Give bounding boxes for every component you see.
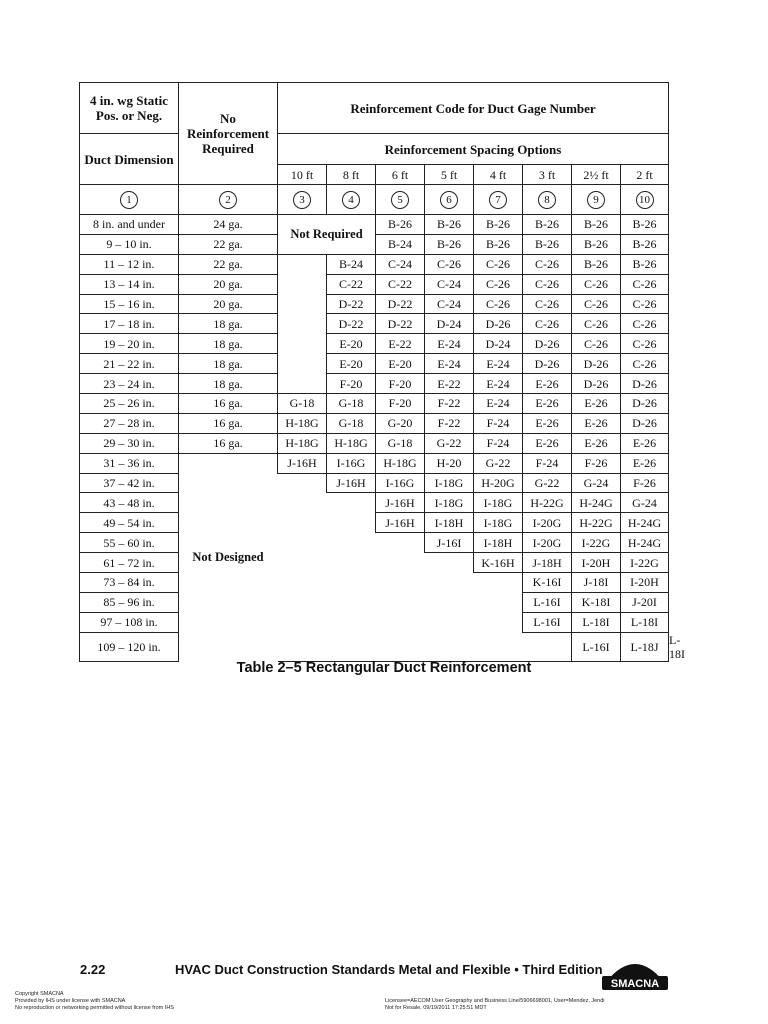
duct-dimension-cell: 27 – 28 in. [80, 413, 179, 433]
column-number [621, 185, 669, 215]
code-cell: B-26 [474, 234, 523, 254]
code-cell: C-26 [474, 294, 523, 314]
gauge-cell: 18 ga. [179, 354, 278, 374]
copyright-line: Copyright SMACNA [15, 991, 64, 997]
code-cell: E-26 [621, 433, 669, 453]
code-cell: K-18I [572, 592, 621, 612]
gauge-cell: 20 ga. [179, 294, 278, 314]
code-cell: H-18G [376, 453, 425, 473]
code-cell: E-22 [425, 374, 474, 394]
code-cell: D-22 [376, 294, 425, 314]
gauge-cell: 24 ga. [179, 215, 278, 235]
duct-dimension-cell: 49 – 54 in. [80, 513, 179, 533]
page-number: 2.22 [80, 962, 106, 977]
code-cell: B-26 [425, 234, 474, 254]
code-cell: C-26 [523, 294, 572, 314]
code-cell: H-22G [523, 493, 572, 513]
code-cell: F-20 [376, 394, 425, 414]
empty-cell [425, 553, 474, 662]
code-cell: C-26 [523, 274, 572, 294]
code-cell: C-22 [327, 274, 376, 294]
gauge-cell: 18 ga. [179, 314, 278, 334]
not-designed-label: Not Designed [179, 453, 278, 661]
column-number [523, 185, 572, 215]
gauge-cell: 16 ga. [179, 433, 278, 453]
duct-dimension-cell: 13 – 14 in. [80, 274, 179, 294]
duct-dimension-cell: 109 – 120 in. [80, 632, 179, 661]
duct-dimension-cell: 19 – 20 in. [80, 334, 179, 354]
code-cell: H-24G [621, 513, 669, 533]
code-cell: G-24 [621, 493, 669, 513]
code-cell: D-26 [523, 334, 572, 354]
reinforcement-code-header: Reinforcement Code for Duct Gage Number [278, 83, 669, 134]
code-cell: E-20 [327, 354, 376, 374]
code-cell: E-24 [425, 334, 474, 354]
code-cell: L-16I [523, 612, 572, 632]
code-cell: C-26 [572, 314, 621, 334]
code-cell: H-20G [474, 473, 523, 493]
code-cell: F-20 [327, 374, 376, 394]
code-cell: E-20 [327, 334, 376, 354]
code-cell: I-18G [474, 493, 523, 513]
license-line: Not for Resale, 09/19/2011 17:25:51 MDT [385, 1005, 487, 1011]
code-cell: I-18G [425, 493, 474, 513]
code-cell: I-20H [572, 553, 621, 573]
column-number-circle: 4 [342, 191, 360, 209]
column-number-circle: 6 [440, 191, 458, 209]
gauge-cell: 18 ga. [179, 334, 278, 354]
code-cell: E-22 [376, 334, 425, 354]
code-cell: G-22 [523, 473, 572, 493]
copyright-line: No reproduction or networking permitted without license from IHS [15, 1005, 174, 1011]
duct-dimension-cell: 8 in. and under [80, 215, 179, 235]
code-cell: F-22 [425, 394, 474, 414]
spacing-options-header: Reinforcement Spacing Options [278, 134, 669, 165]
reinforcement-table: 4 in. wg Static Pos. or Neg. No Reinforcement Required Reinforcement Code for Duct Gage Number Duct Dimension Reinforcement Spacing Options 10 ft 8 ft 6 ft 5 ft 4 ft 3 ft 2½ ft 2 ft 1 2 3 4 5 6 7 8 9 10 8 in. and under 24 ga. Not Required B-26 B-26 B-26 B-26 B-26 B-26 9 – 10 in. 22 ga. B-24 B-26 B-26 B-26 B-26 B-26 11 – 12 in. 22 ga. B-24 C-24 C-26 C-26 C-26 B-26 B-26 13 – 14 in. 20 ga. C-22 C-22 C-24 C-26 C-26 C-26 C-26 15 – 16 in. 20 ga. D-22 D-22 C-24 C-26 C-26 C-26 C-26 17 – 18 in. 18 ga. D-22 D-22 D-24 D-26 C-26 C-26 C-26 19 – 20 in. 18 ga. E-20 E-22 E-24 D-24 D-26 C-26 C-26 21 – 22 in. 18 ga. E-20 E-20 E-24 E-24 D-26 D-26 C-26 23 – 24 in. 18 ga. F-20 F-20 E-22 E-24 E-26 D-26 D-26 25 – 26 in. 16 ga. G-18 G-18 F-20 F-22 E-24 E-26 E-26 D-26 27 – 28 in. 16 ga. H-18G G-18 G-20 F-22 F-24 E-26 E-26 D-26 29 – 30 in. 16 ga. H-18G H-18G G-18 G-22 F-24 E-26 E-26 E-26 31 – 36 in. Not Designed J-16H I-16G H-18G H-20 G-22 F-24 F-26 E-26 37 – 42 in. J-16H I-16G I-18G H-20G G-22 G-24 F-26 43 – 48 in. J-16H I-18G I-18G H-22G H-24G G-24 49 – 54 in. J-16H I-18H I-18G I-20G H-22G H-24G 55 – 60 in. J-16I I-18H I-20G I-22G H-24G 61 – 72 in. K-16H J-18H I-20H I-22G 73 – 84 in. K-16I J-18I I-20H 85 – 96 in. L-16I K-18I J-20I 97 – 108 in. L-16I L-18I L-18I 109 – 120 in. L-16I L-18J L-18I [79, 82, 669, 662]
gauge-cell: 16 ga. [179, 394, 278, 414]
gauge-cell: 22 ga. [179, 234, 278, 254]
duct-dimension-cell: 37 – 42 in. [80, 473, 179, 493]
code-cell: G-18 [327, 413, 376, 433]
duct-dimension-cell: 73 – 84 in. [80, 573, 179, 593]
duct-dimension-cell: 21 – 22 in. [80, 354, 179, 374]
code-cell: B-26 [621, 234, 669, 254]
code-cell: B-26 [572, 215, 621, 235]
code-cell: J-16H [376, 513, 425, 533]
code-cell: E-26 [523, 413, 572, 433]
gauge-cell: 16 ga. [179, 413, 278, 433]
code-cell: F-24 [474, 413, 523, 433]
code-cell: C-26 [572, 274, 621, 294]
code-cell: B-26 [425, 215, 474, 235]
no-reinforcement-header: No Reinforcement Required [179, 83, 278, 185]
spacing-header: 5 ft [425, 165, 474, 185]
duct-dimension-cell: 9 – 10 in. [80, 234, 179, 254]
empty-cell [327, 493, 376, 661]
code-cell: C-26 [572, 294, 621, 314]
empty-cell [278, 473, 327, 661]
empty-cell [376, 533, 425, 661]
code-cell: I-16G [327, 453, 376, 473]
column-number [80, 185, 179, 215]
column-number-circle: 2 [219, 191, 237, 209]
table-caption: Table 2–5 Rectangular Duct Reinforcement [236, 660, 532, 676]
empty-cell [278, 254, 327, 393]
gauge-cell: 22 ga. [179, 254, 278, 274]
code-cell: E-24 [474, 394, 523, 414]
code-cell: C-26 [425, 254, 474, 274]
code-cell: D-26 [621, 413, 669, 433]
column-number [572, 185, 621, 215]
code-cell: I-20G [523, 533, 572, 553]
code-cell: E-26 [523, 394, 572, 414]
code-cell: G-22 [474, 453, 523, 473]
code-cell: J-16H [278, 453, 327, 473]
code-cell: E-26 [572, 394, 621, 414]
code-cell: I-20H [621, 573, 669, 593]
column-number-circle: 1 [120, 191, 138, 209]
duct-dimension-header: Duct Dimension [80, 134, 179, 185]
duct-dimension-cell: 17 – 18 in. [80, 314, 179, 334]
license-line: Licensee=AECOM User Geography and Business Line/5906698001, User=Mendez, Jendi [385, 998, 605, 1004]
code-cell: B-26 [474, 215, 523, 235]
code-cell: C-26 [621, 354, 669, 374]
code-cell: D-22 [327, 314, 376, 334]
pressure-header: 4 in. wg Static Pos. or Neg. [80, 83, 179, 134]
code-cell: E-20 [376, 354, 425, 374]
code-cell: B-24 [327, 254, 376, 274]
code-cell: I-18H [425, 513, 474, 533]
code-cell: B-24 [376, 234, 425, 254]
column-number-circle: 8 [538, 191, 556, 209]
column-number-circle: 10 [636, 191, 654, 209]
code-cell: E-26 [621, 453, 669, 473]
spacing-header: 10 ft [278, 165, 327, 185]
code-cell: C-26 [474, 254, 523, 274]
empty-cell [523, 632, 572, 661]
code-cell: F-26 [621, 473, 669, 493]
code-cell: J-18H [523, 553, 572, 573]
code-cell: B-26 [621, 254, 669, 274]
code-cell: J-16I [425, 533, 474, 553]
column-number-circle: 5 [391, 191, 409, 209]
code-cell: B-26 [523, 215, 572, 235]
code-cell: B-26 [572, 234, 621, 254]
duct-dimension-cell: 55 – 60 in. [80, 533, 179, 553]
code-cell: F-24 [523, 453, 572, 473]
code-cell: D-24 [474, 334, 523, 354]
code-cell: F-22 [425, 413, 474, 433]
code-cell: C-26 [621, 274, 669, 294]
column-number [327, 185, 376, 215]
duct-dimension-cell: 85 – 96 in. [80, 592, 179, 612]
code-cell: C-24 [425, 294, 474, 314]
code-cell: D-26 [572, 354, 621, 374]
code-cell: J-16H [327, 473, 376, 493]
code-cell: C-26 [523, 254, 572, 274]
code-cell: B-26 [376, 215, 425, 235]
smacna-logo [600, 952, 670, 996]
duct-dimension-cell: 43 – 48 in. [80, 493, 179, 513]
duct-dimension-cell: 15 – 16 in. [80, 294, 179, 314]
duct-dimension-cell: 29 – 30 in. [80, 433, 179, 453]
code-cell: I-16G [376, 473, 425, 493]
column-number [425, 185, 474, 215]
code-cell: E-26 [572, 413, 621, 433]
copyright-line: Provided by IHS under license with SMACNA [15, 998, 126, 1004]
logo-text: SMACNA [610, 978, 660, 990]
code-cell: E-24 [474, 354, 523, 374]
code-cell: F-26 [572, 453, 621, 473]
duct-dimension-cell: 23 – 24 in. [80, 374, 179, 394]
code-cell: D-26 [474, 314, 523, 334]
code-cell: J-20I [621, 592, 669, 612]
code-cell: C-26 [474, 274, 523, 294]
gauge-cell: 18 ga. [179, 374, 278, 394]
spacing-header: 3 ft [523, 165, 572, 185]
code-cell: I-18H [474, 533, 523, 553]
code-cell: D-26 [572, 374, 621, 394]
code-cell: G-20 [376, 413, 425, 433]
code-cell: B-26 [572, 254, 621, 274]
code-cell: C-26 [572, 334, 621, 354]
column-number [376, 185, 425, 215]
code-cell: E-24 [474, 374, 523, 394]
code-cell: L-16I [572, 632, 621, 661]
duct-dimension-cell: 25 – 26 in. [80, 394, 179, 414]
code-cell: I-20G [523, 513, 572, 533]
code-cell: C-24 [376, 254, 425, 274]
code-cell: H-18G [327, 433, 376, 453]
code-cell: F-24 [474, 433, 523, 453]
duct-dimension-cell: 61 – 72 in. [80, 553, 179, 573]
code-cell: I-22G [572, 533, 621, 553]
book-title: HVAC Duct Construction Standards Metal and Flexible • Third Edition [175, 962, 603, 977]
not-required-label: Not Required [278, 215, 376, 255]
spacing-header: 6 ft [376, 165, 425, 185]
column-number [179, 185, 278, 215]
code-cell: C-22 [376, 274, 425, 294]
code-cell: G-18 [327, 394, 376, 414]
code-cell: I-22G [621, 553, 669, 573]
code-cell: I-18G [474, 513, 523, 533]
code-cell: E-26 [523, 374, 572, 394]
duct-dimension-cell: 11 – 12 in. [80, 254, 179, 274]
code-cell: L-18J [621, 632, 669, 661]
column-number-circle: 9 [587, 191, 605, 209]
code-cell: H-18G [278, 413, 327, 433]
code-cell: L-18I [621, 612, 669, 632]
code-cell: K-16I [523, 573, 572, 593]
code-cell: H-24G [621, 533, 669, 553]
code-cell: D-26 [621, 374, 669, 394]
code-cell: J-16H [376, 493, 425, 513]
code-cell: G-24 [572, 473, 621, 493]
spacing-header: 2½ ft [572, 165, 621, 185]
code-cell: D-24 [425, 314, 474, 334]
code-cell: J-18I [572, 573, 621, 593]
code-cell: K-16H [474, 553, 523, 573]
code-cell: C-26 [621, 314, 669, 334]
empty-cell [474, 573, 523, 662]
code-cell: E-26 [523, 433, 572, 453]
spacing-header: 2 ft [621, 165, 669, 185]
code-cell: F-20 [376, 374, 425, 394]
code-cell: I-18G [425, 473, 474, 493]
code-cell: C-26 [523, 314, 572, 334]
code-cell: C-26 [621, 294, 669, 314]
duct-dimension-cell: 97 – 108 in. [80, 612, 179, 632]
code-cell: E-26 [572, 433, 621, 453]
code-cell: H-24G [572, 493, 621, 513]
code-cell: D-22 [327, 294, 376, 314]
code-cell: G-22 [425, 433, 474, 453]
column-number-circle: 7 [489, 191, 507, 209]
code-cell: C-24 [425, 274, 474, 294]
column-number-circle: 3 [293, 191, 311, 209]
spacing-header: 4 ft [474, 165, 523, 185]
duct-dimension-cell: 31 – 36 in. [80, 453, 179, 473]
code-cell: H-22G [572, 513, 621, 533]
gauge-cell: 20 ga. [179, 274, 278, 294]
code-cell: L-16I [523, 592, 572, 612]
code-cell: H-18G [278, 433, 327, 453]
code-cell: L-18I [572, 612, 621, 632]
code-cell: B-26 [523, 234, 572, 254]
column-number [278, 185, 327, 215]
code-cell: D-22 [376, 314, 425, 334]
code-cell: D-26 [621, 394, 669, 414]
code-cell: C-26 [621, 334, 669, 354]
column-number [474, 185, 523, 215]
code-cell: E-24 [425, 354, 474, 374]
spacing-header: 8 ft [327, 165, 376, 185]
code-cell: D-26 [523, 354, 572, 374]
code-cell: G-18 [278, 394, 327, 414]
code-cell: H-20 [425, 453, 474, 473]
code-cell: G-18 [376, 433, 425, 453]
code-cell: B-26 [621, 215, 669, 235]
